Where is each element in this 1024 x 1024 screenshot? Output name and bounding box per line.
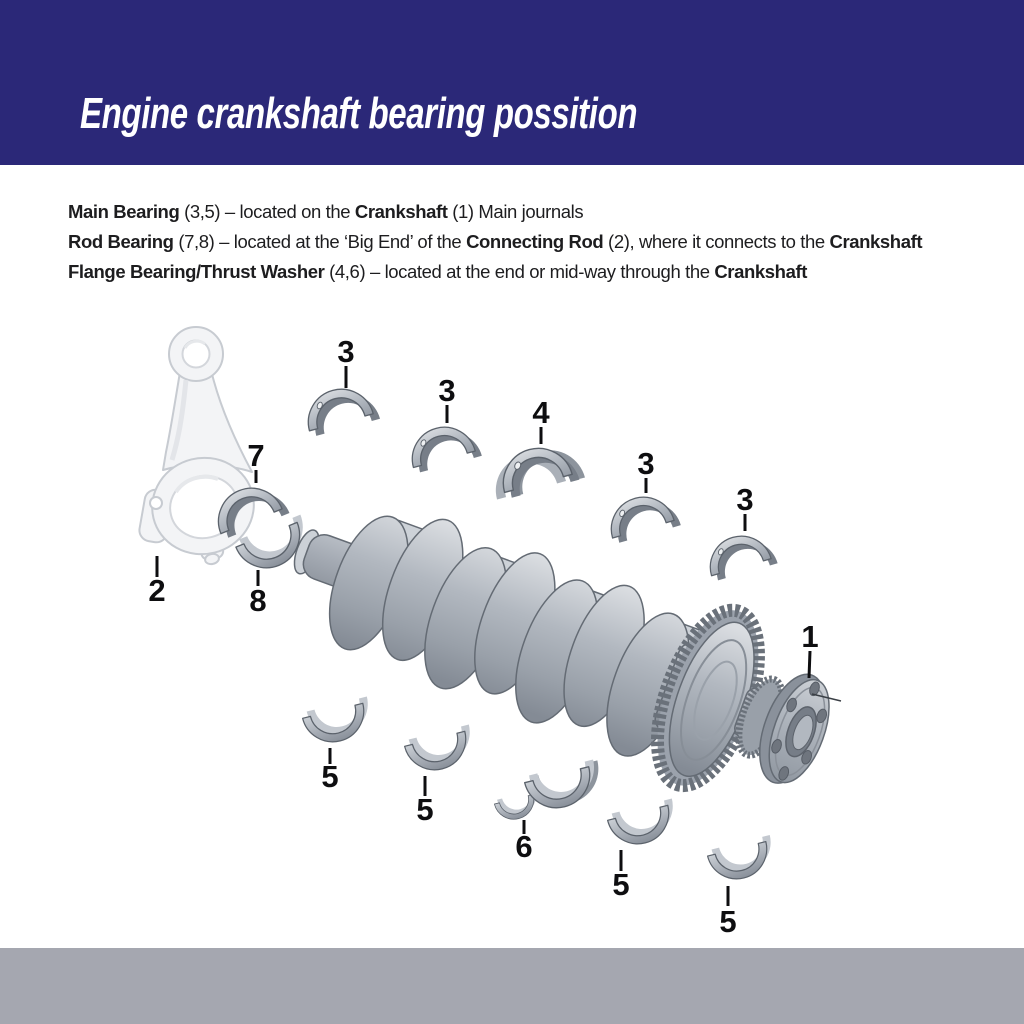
callout-label: 5 [612, 867, 630, 902]
callout-label: 6 [515, 829, 533, 864]
footer-band [0, 948, 1024, 1024]
callout-8 [249, 570, 266, 618]
callout-7 [247, 438, 264, 483]
bold-main-bearing: Main Bearing [68, 201, 180, 222]
bold-crankshaft: Crankshaft [354, 201, 448, 222]
bold-crankshaft: Crankshaft [714, 261, 807, 282]
bold-rod-bearing: Rod Bearing [68, 231, 174, 252]
callout-3c [637, 446, 654, 493]
callout-label: 4 [532, 395, 550, 430]
callout-label: 1 [801, 619, 819, 654]
text-segment: (2), where it connects to the [603, 231, 830, 252]
flange-bearing-shell-6 [523, 759, 606, 815]
callout-leader [809, 651, 810, 678]
main-bearing-shell-5c [606, 799, 680, 851]
callout-label: 5 [719, 904, 737, 939]
main-bearing-shell-3c [604, 488, 681, 544]
connecting-rod-illustration [138, 327, 264, 565]
flange-bearing-shell-4 [487, 437, 585, 501]
callout-label: 3 [337, 334, 355, 369]
main-bearing-shell-5d [706, 835, 778, 885]
callout-5b [416, 776, 433, 827]
callout-label: 7 [247, 438, 265, 473]
callout-3d [736, 482, 753, 531]
main-bearing-shell-5a [301, 697, 375, 749]
callout-5d [719, 886, 736, 939]
page-title: Engine crankshaft bearing possition [80, 89, 638, 138]
callout-2 [148, 556, 165, 608]
main-bearing-shell-5b [403, 725, 477, 777]
callout-label: 8 [249, 583, 267, 618]
main-bearing-shell-3b [405, 419, 482, 474]
text-segment: (4,6) – located at the end or mid-way through the [324, 261, 715, 282]
rod-boss-hole [150, 497, 162, 509]
text-segment: (1) Main journals [447, 201, 584, 222]
crankshaft-illustration [266, 462, 854, 826]
callout-6 [515, 820, 532, 864]
callout-5c [612, 850, 629, 902]
bold-flange-bearing: Flange Bearing/Thrust Washer [68, 261, 325, 282]
main-bearing-shell-3d [703, 527, 778, 581]
text-segment: (3,5) – located on the [179, 201, 355, 222]
callout-4 [532, 395, 550, 444]
callout-label: 3 [736, 482, 754, 517]
callout-3b [438, 373, 455, 423]
bold-crankshaft: Crankshaft [829, 231, 923, 252]
callout-label: 5 [416, 792, 434, 827]
callout-label: 3 [637, 446, 655, 481]
callout-label: 3 [438, 373, 456, 408]
callout-label: 2 [148, 573, 166, 608]
callout-5a [321, 748, 338, 794]
main-bearing-shell-3a [301, 380, 380, 437]
bold-connecting-rod: Connecting Rod [466, 231, 604, 252]
callout-label: 5 [321, 759, 339, 794]
text-segment: (7,8) – located at the ‘Big End’ of the [173, 231, 467, 252]
callout-3a [337, 334, 354, 388]
